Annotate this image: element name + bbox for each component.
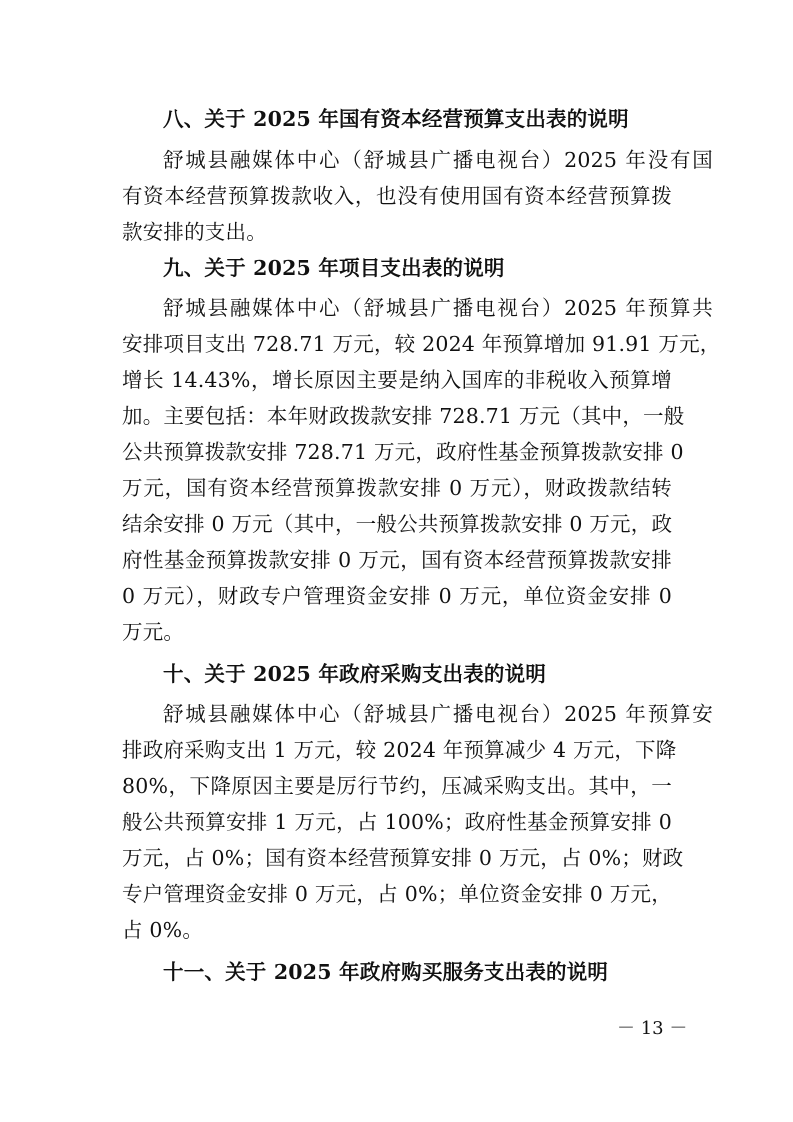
paragraph-line: 安排项目支出 728.71 万元，较 2024 年预算增加 91.91 万元， <box>122 332 721 356</box>
paragraph-line: 万元。 <box>122 620 185 644</box>
paragraph-line: 公共预算拨款安排 728.71 万元，政府性基金预算拨款安排 0 <box>122 440 684 464</box>
paragraph-line: 有资本经营预算拨款收入，也没有使用国有资本经营预算拨 <box>122 184 672 208</box>
paragraph-line: 占 0%。 <box>122 918 204 942</box>
paragraph-line: 府性基金预算拨款安排 0 万元，国有资本经营预算拨款安排 <box>122 548 672 572</box>
paragraph-line: 舒城县融媒体中心（舒城县广播电视台）2025 年预算安 <box>163 702 713 726</box>
paragraph-line: 增长 14.43%，增长原因主要是纳入国库的非税收入预算增 <box>122 368 672 392</box>
paragraph-line: 排政府采购支出 1 万元，较 2024 年预算减少 4 万元，下降 <box>122 738 677 762</box>
paragraph-line: 加。主要包括：本年财政拨款安排 728.71 万元（其中，一般 <box>122 404 685 428</box>
paragraph-line: 80%，下降原因主要是厉行节约，压减采购支出。其中，一 <box>122 774 672 798</box>
paragraph-line: 万元，占 0%；国有资本经营预算安排 0 万元，占 0%；财政 <box>122 846 684 870</box>
paragraph-line: 舒城县融媒体中心（舒城县广播电视台）2025 年没有国 <box>163 148 713 172</box>
paragraph-line: 结余安排 0 万元（其中，一般公共预算拨款安排 0 万元，政 <box>122 512 673 536</box>
paragraph-line: 专户管理资金安排 0 万元，占 0%；单位资金安排 0 万元， <box>122 882 672 906</box>
page-number: － 13 － <box>617 1018 688 1039</box>
section-heading: 十、关于 2025 年政府采购支出表的说明 <box>163 662 547 686</box>
section-heading: 九、关于 2025 年项目支出表的说明 <box>163 256 505 280</box>
paragraph-line: 0 万元），财政专户管理资金安排 0 万元，单位资金安排 0 <box>122 584 672 608</box>
paragraph-line: 舒城县融媒体中心（舒城县广播电视台）2025 年预算共 <box>163 296 713 320</box>
paragraph-line: 款安排的支出。 <box>122 220 267 244</box>
section-heading: 八、关于 2025 年国有资本经营预算支出表的说明 <box>163 107 629 131</box>
paragraph-line: 万元，国有资本经营预算拨款安排 0 万元），财政拨款结转 <box>122 476 672 500</box>
section-heading: 十一、关于 2025 年政府购买服务支出表的说明 <box>163 960 609 984</box>
paragraph-line: 般公共预算安排 1 万元，占 100%；政府性基金预算安排 0 <box>122 810 672 834</box>
